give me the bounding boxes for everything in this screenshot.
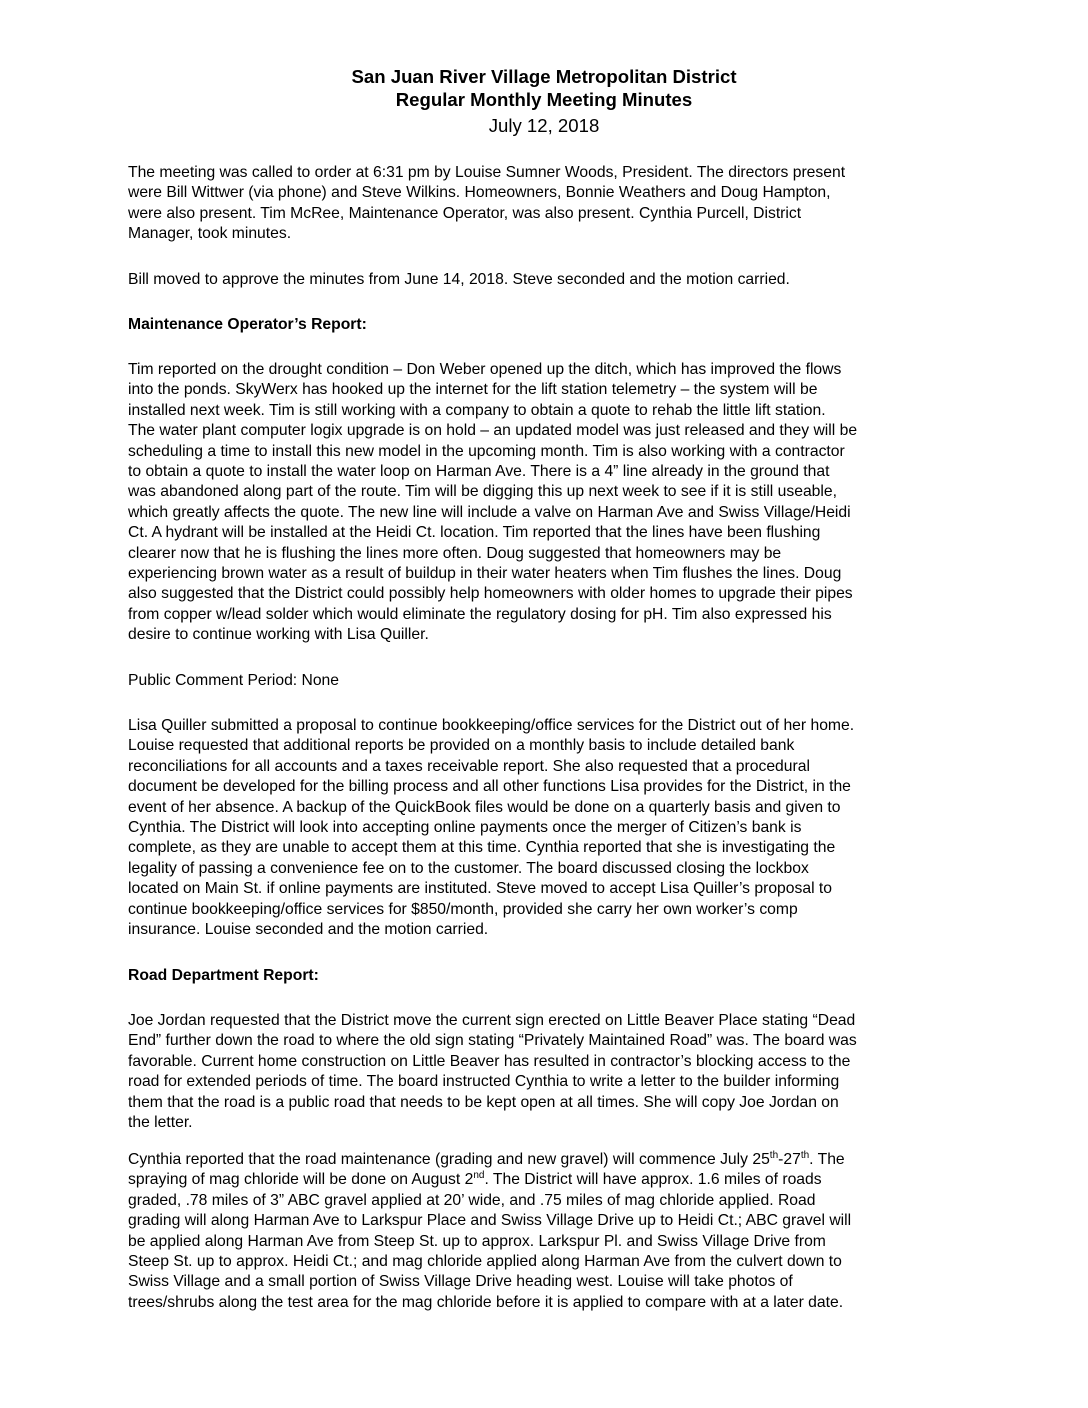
text-line: Joe Jordan requested that the District move the current sign erected on Little Beaver Place stating “Dead [128, 1012, 856, 1029]
minutes-approval-paragraph [128, 270, 968, 290]
text-segment: Cynthia reported that the road maintenance (grading and new gravel) will commence July 25 [128, 1151, 770, 1168]
maintenance-report-heading: Maintenance Operator’s Report: [128, 316, 367, 333]
text-line: which greatly affects the quote. The new line will include a valve on Harman Ave and Swiss Village/Heidi [128, 503, 851, 521]
text-line: were also present. Tim McRee, Maintenance Operator, was also present. Cynthia Purcell, District [128, 204, 802, 222]
text-line: Louise requested that additional reports be provided on a monthly basis to include detailed bank [128, 737, 795, 755]
text-line: clearer now that he is flushing the lines more often. Doug suggested that homeowners may be [128, 544, 782, 562]
text-segment: . The District will have approx. 1.6 miles of roads [484, 1171, 822, 1189]
text-line: grading will along Harman Ave to Larkspur Place and Swiss Village Drive up to Heidi Ct.; ABC gravel will [128, 1212, 852, 1230]
document-subtitle: Regular Monthly Meeting Minutes [395, 89, 693, 110]
text-line: desire to continue working with Lisa Quiller. [128, 626, 429, 644]
text-line: End” further down the road to where the old sign stating “Privately Maintained Road” was. The board was [128, 1032, 857, 1050]
text-line: event of her absence. A backup of the QuickBook files would be done on a quarterly basis and given to [128, 798, 841, 816]
text-line: complete, as they are unable to accept them at this time. Cynthia reported that she is investigating the [128, 839, 836, 857]
text-line: also suggested that the District could possibly help homeowners with older homes to upgrade their pipes [128, 585, 853, 603]
text-line [128, 1170, 968, 1190]
text-line: was abandoned along part of the route. Tim will be digging this up next week to see if it is still useable, [128, 483, 837, 501]
text-line: located on Main St. if online payments are instituted. Steve moved to accept Lisa Quiller’s proposal to [128, 880, 832, 898]
public-comment-paragraph [128, 671, 968, 691]
text-line: reconciliations for all accounts and a taxes receivable report. She also requested that a procedural [128, 757, 810, 775]
text-line: favorable. Current home construction on Little Beaver has resulted in contractor’s blocking access to the [128, 1052, 851, 1070]
text-line: Lisa Quiller submitted a proposal to continue bookkeeping/office services for the District out of her home. [128, 717, 855, 734]
road-maintenance-paragraph [128, 1150, 968, 1313]
text-line: from copper w/lead solder which would eliminate the regulatory dosing for pH. Tim also expressed his [128, 605, 832, 623]
text-line: Manager, took minutes. [128, 225, 292, 243]
text-line: them that the road is a public road that needs to be kept open at all times. She will copy Joe Jordan on [128, 1093, 839, 1111]
document-title: San Juan River Village Metropolitan District [351, 66, 737, 87]
road-report-heading: Road Department Report: [128, 967, 319, 984]
text-line: trees/shrubs along the test area for the mag chloride before it is applied to compare with at a later date. [128, 1293, 844, 1311]
text-line: experiencing brown water as a result of buildup in their water heaters when Tim flushes the lines. Doug [128, 564, 842, 582]
text-segment: -27 [778, 1151, 801, 1168]
text-line: installed next week. Tim is still working with a company to obtain a quote to rehab the little lift station. [128, 401, 826, 419]
ordinal-suffix: th [800, 1149, 810, 1161]
text-segment: . The [809, 1151, 845, 1168]
text-line: were Bill Wittwer (via phone) and Steve Wilkins. Homeowners, Bonnie Weathers and Doug Hampton, [128, 184, 831, 202]
road-report-paragraph [128, 1011, 968, 1133]
text-line: scheduling a time to install this new model in the upcoming month. Tim is also working with a contractor [128, 442, 845, 460]
text-line: Swiss Village and a small portion of Swiss Village Drive heading west. Louise will take photos of [128, 1273, 793, 1291]
text-line: legality of passing a convenience fee on to the customer. The board discussed closing the lockbox [128, 859, 809, 877]
text-segment: spraying of mag chloride will be done on August 2 [128, 1171, 474, 1189]
text-line: Bill moved to approve the minutes from June 14, 2018. Steve seconded and the motion carried. [128, 271, 790, 288]
text-line [128, 1150, 968, 1170]
text-line: insurance. Louise seconded and the motion carried. [128, 920, 489, 938]
text-line: Public Comment Period: None [128, 672, 340, 689]
ordinal-suffix: th [769, 1149, 779, 1161]
text-line: The water plant computer logix upgrade is on hold – an updated model was just released and they will be [128, 422, 858, 440]
text-line: be applied along Harman Ave from Steep St. up to approx. Larkspur Pl. and Swiss Village Drive from [128, 1232, 826, 1250]
text-line: document be developed for the billing process and all other functions Lisa provides for the District, in the [128, 778, 851, 796]
text-line: into the ponds. SkyWerx has hooked up the internet for the lift station telemetry – the system will be [128, 381, 818, 399]
text-line: graded, .78 miles of 3” ABC gravel applied at 20’ wide, and .75 miles of mag chloride applied. Road [128, 1191, 816, 1209]
call-to-order-paragraph [128, 163, 968, 245]
text-line: road for extended periods of time. The board instructed Cynthia to write a letter to the builder informing [128, 1073, 840, 1091]
text-line: the letter. [128, 1113, 193, 1131]
text-line: The meeting was called to order at 6:31 pm by Louise Sumner Woods, President. The directors present [128, 164, 846, 181]
text-line: to obtain a quote to install the water loop on Harman Ave. There is a 4” line already in the ground that [128, 462, 830, 480]
text-line: Tim reported on the drought condition – Don Weber opened up the ditch, which has improved the flows [128, 361, 842, 378]
text-line: continue bookkeeping/office services for $850/month, provided she carry her own worker’s comp [128, 900, 798, 918]
meeting-date: July 12, 2018 [488, 115, 600, 136]
maintenance-report-paragraph [128, 360, 968, 645]
ordinal-suffix: nd [473, 1170, 485, 1182]
text-line: Cynthia. The District will look into accepting online payments once the merger of Citizen’s bank is [128, 818, 802, 836]
text-line: Steep St. up to approx. Heidi Ct.; and mag chloride applied along Harman Ave from the culvert down to [128, 1252, 842, 1270]
bookkeeping-paragraph [128, 716, 968, 940]
text-line: Ct. A hydrant will be installed at the Heidi Ct. location. Tim reported that the lines have been flushing [128, 524, 821, 542]
